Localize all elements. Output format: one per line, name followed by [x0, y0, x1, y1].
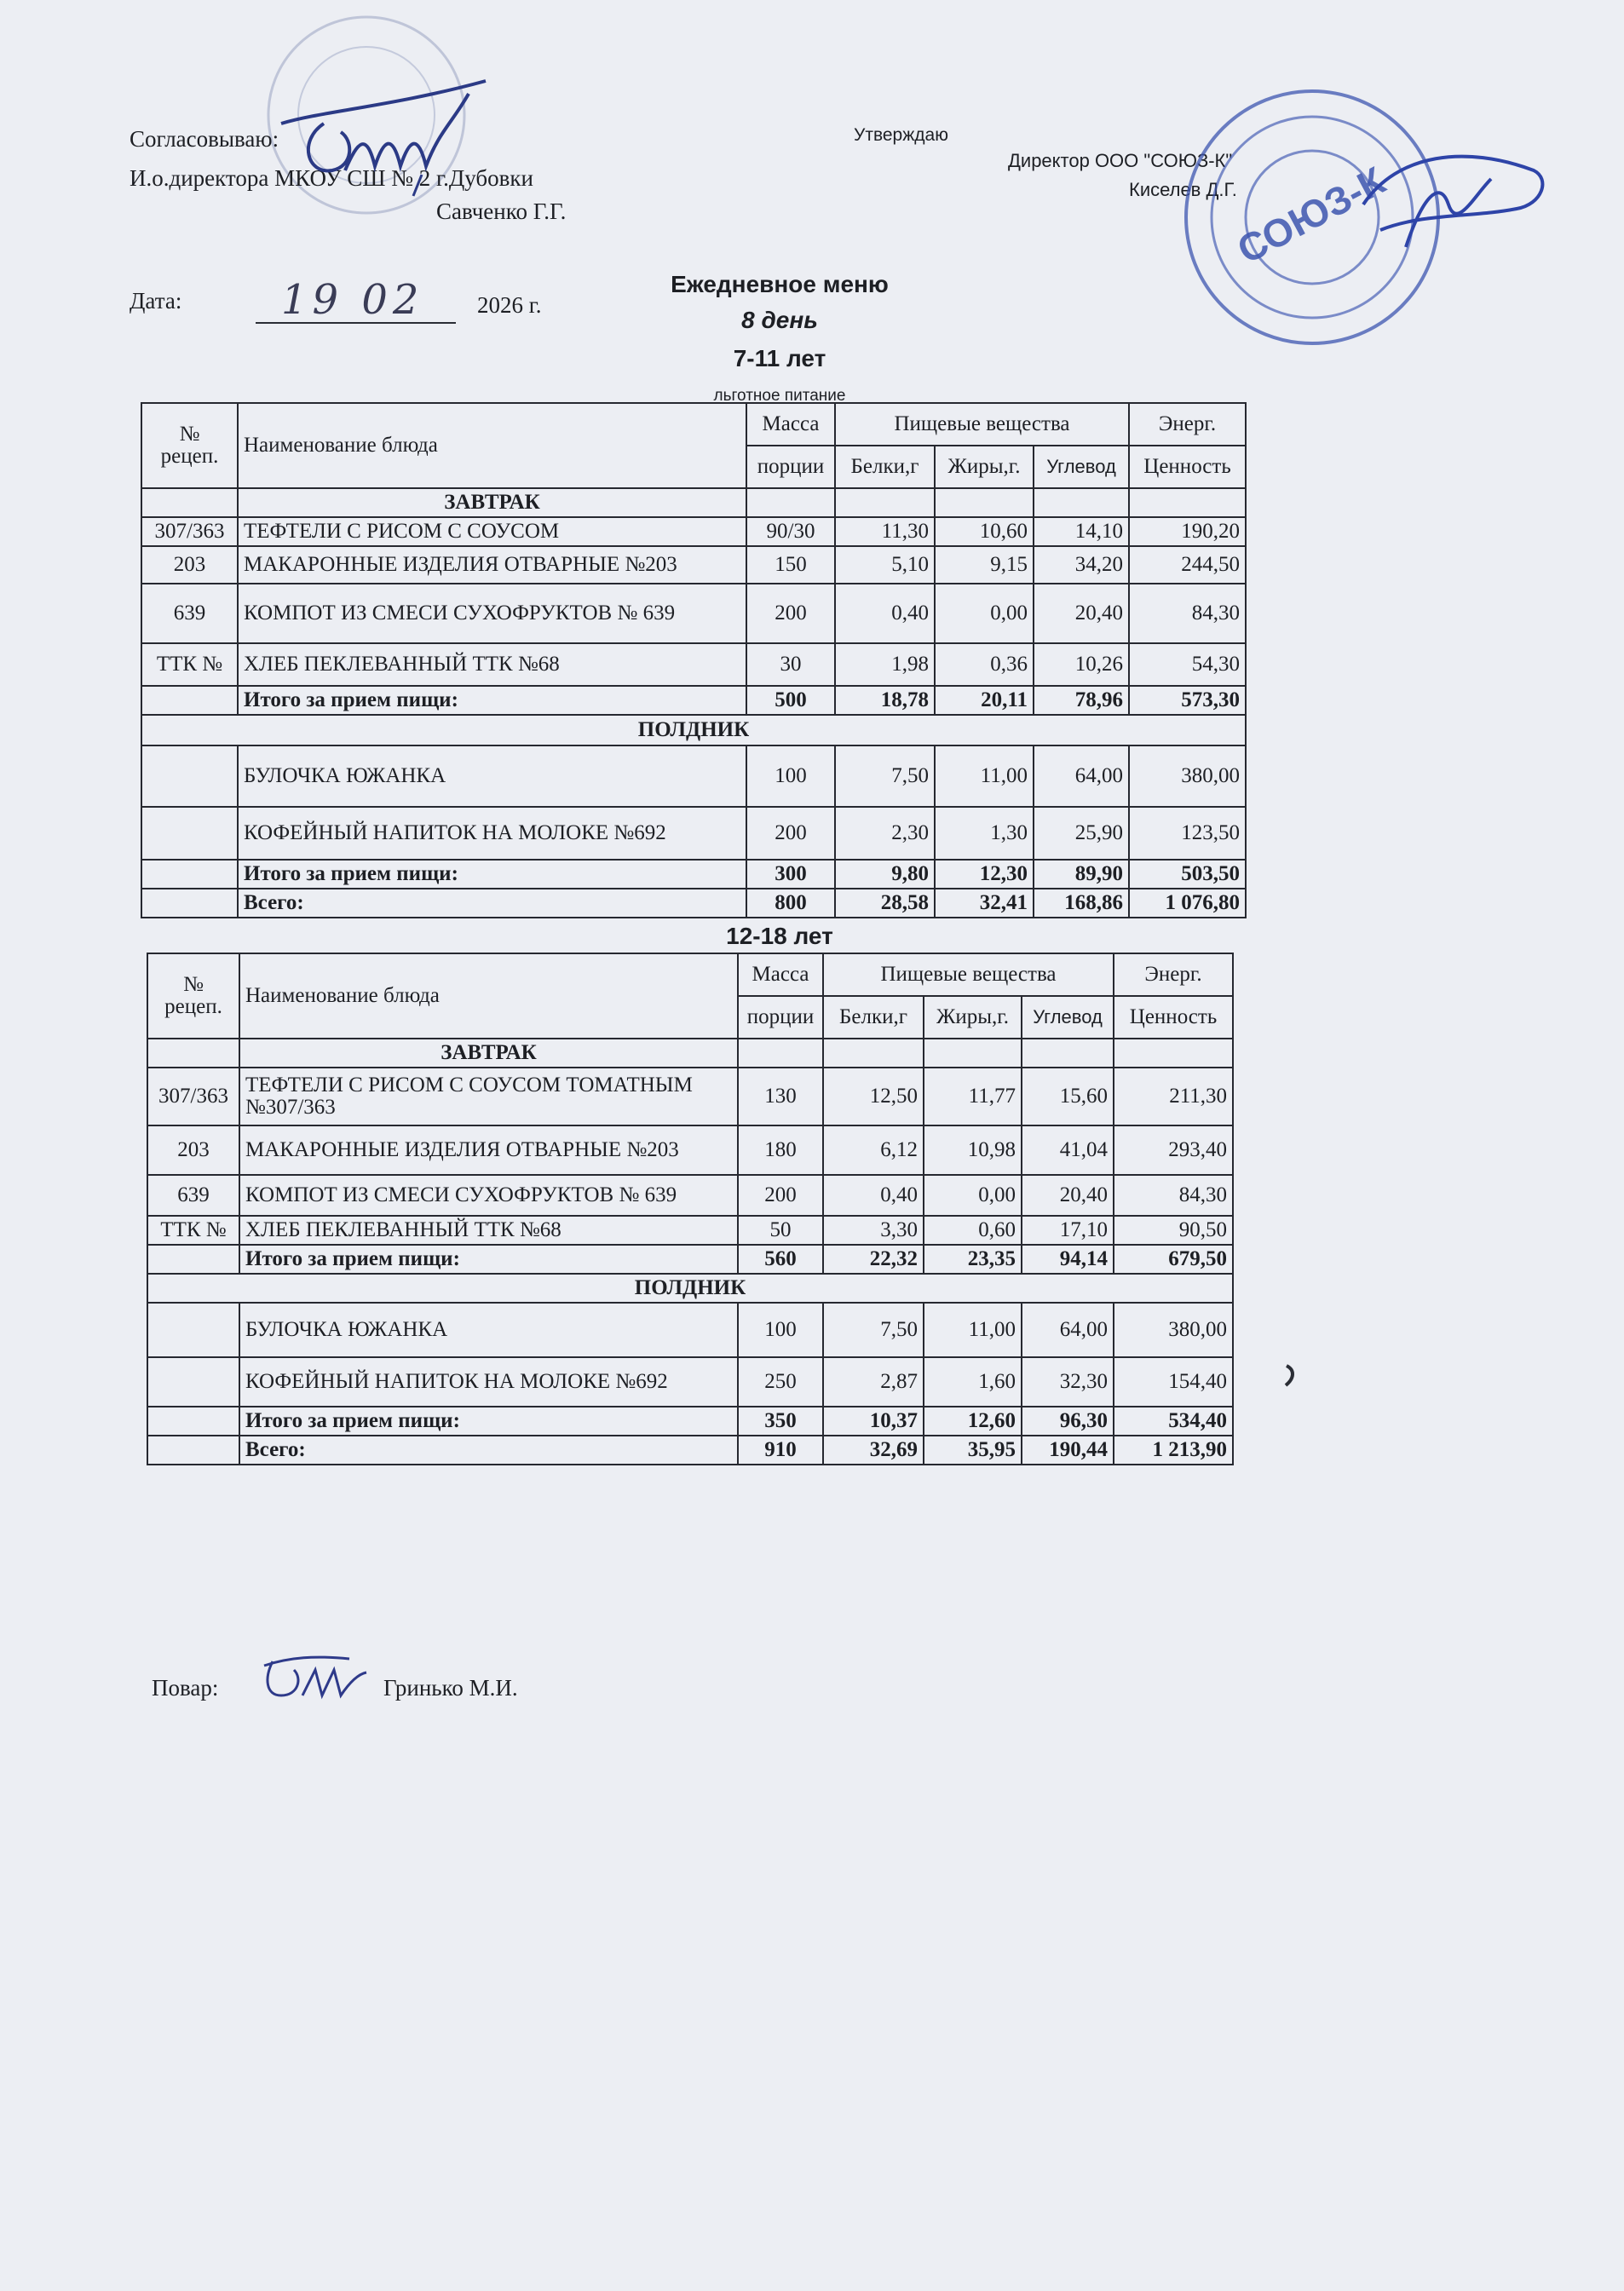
cook-name: Гринько М.И.	[383, 1675, 518, 1701]
col-header-energy2: Ценность	[1129, 446, 1246, 488]
table-row: 307/363 ТЕФТЕЛИ С РИСОМ С СОУСОМ 90/30 11,30 10,60 14,10 190,20	[141, 517, 1246, 546]
col-header-energy2-2: Ценность	[1114, 996, 1233, 1039]
menu-table-7-11	[141, 402, 1247, 918]
cook-signature	[256, 1649, 375, 1717]
section-breakfast: ЗАВТРАК	[238, 488, 746, 517]
grand-total-row: Всего: 800 28,58 32,41 168,86 1 076,80	[141, 889, 1246, 918]
table-row: 639 КОМПОТ ИЗ СМЕСИ СУХОФРУКТОВ № 639 200 0,40 0,00 20,40 84,30	[147, 1175, 1233, 1216]
date-label: Дата:	[130, 288, 182, 314]
col-header-carb: Углевод	[1034, 446, 1129, 488]
col-header-mass: Масса	[746, 403, 835, 446]
menu-table-12-18	[147, 953, 1234, 1465]
table-row: 203 МАКАРОННЫЕ ИЗДЕЛИЯ ОТВАРНЫЕ №203 150 5,10 9,15 34,20 244,50	[141, 546, 1246, 584]
col-header-name: Наименование блюда	[238, 403, 746, 488]
date-handwritten: 19 02	[281, 276, 424, 324]
approver-signature	[273, 72, 494, 200]
table-row: 203 МАКАРОННЫЕ ИЗДЕЛИЯ ОТВАРНЫЕ №203 180 6,12 10,98 41,04 293,40	[147, 1125, 1233, 1175]
snack-total-row-2: Итого за прием пищи: 350 10,37 12,60 96,30 534,40	[147, 1407, 1233, 1436]
table-row: ТТК № ХЛЕБ ПЕКЛЕВАННЫЙ ТТК №68 30 1,98 0,36 10,26 54,30	[141, 643, 1246, 686]
table-row: КОФЕЙНЫЙ НАПИТОК НА МОЛОКЕ №692 250 2,87 1,60 32,30 154,40	[147, 1357, 1233, 1407]
table-row: БУЛОЧКА ЮЖАНКА 100 7,50 11,00 64,00 380,00	[147, 1303, 1233, 1357]
approver-name: Савченко Г.Г.	[436, 199, 567, 224]
section-snack-2: ПОЛДНИК	[147, 1274, 1233, 1303]
grand-total-row-2: Всего: 910 32,69 35,95 190,44 1 213,90	[147, 1436, 1233, 1465]
col-header-fat-2: Жиры,г.	[924, 996, 1022, 1039]
age-group-1: 7-11 лет	[733, 345, 826, 371]
col-header-fat: Жиры,г.	[935, 446, 1034, 488]
col-header-num: № рецеп.	[141, 403, 238, 488]
approver-position: И.о.директора МКОУ СШ № 2 г.Дубовки	[130, 165, 533, 191]
col-header-carb-2: Углевод	[1022, 996, 1114, 1039]
table-row: 307/363 ТЕФТЕЛИ С РИСОМ С СОУСОМ ТОМАТНЫМ №307/363 130 12,50 11,77 15,60 211,30	[147, 1068, 1233, 1125]
age-group-2: 12-18 лет	[726, 923, 833, 949]
col-header-protein-2: Белки,г	[823, 996, 924, 1039]
col-header-num-2: № рецеп.	[147, 953, 239, 1039]
page-title: Ежедневное меню	[671, 271, 889, 297]
director-position: Директор ООО "СОЮЗ-К"	[1008, 150, 1233, 171]
col-header-mass2-2: порции	[738, 996, 823, 1039]
section-breakfast-2: ЗАВТРАК	[239, 1039, 738, 1068]
table-row: КОФЕЙНЫЙ НАПИТОК НА МОЛОКЕ №692 200 2,30 1,30 25,90 123,50	[141, 807, 1246, 860]
director-signature	[1346, 145, 1551, 264]
director-name: Киселев Д.Г.	[1129, 179, 1237, 200]
table-row: 639 КОМПОТ ИЗ СМЕСИ СУХОФРУКТОВ № 639 200 0,40 0,00 20,40 84,30	[141, 584, 1246, 643]
table-row: ТТК № ХЛЕБ ПЕКЛЕВАННЫЙ ТТК №68 50 3,30 0,60 17,10 90,50	[147, 1216, 1233, 1245]
date-value	[256, 271, 456, 324]
approve-right-label: Утверждаю	[854, 125, 948, 145]
col-header-protein: Белки,г	[835, 446, 935, 488]
col-header-name-2: Наименование блюда	[239, 953, 738, 1039]
col-header-energy: Энерг.	[1129, 403, 1246, 446]
pen-mark	[1282, 1363, 1299, 1389]
day-label: 8 день	[741, 307, 818, 333]
subtitle: льготное питание	[713, 387, 846, 405]
col-header-energy-2: Энерг.	[1114, 953, 1233, 996]
cook-label: Повар:	[152, 1675, 219, 1701]
table-row: БУЛОЧКА ЮЖАНКА 100 7,50 11,00 64,00 380,00	[141, 745, 1246, 807]
date-year: 2026 г.	[477, 292, 542, 318]
breakfast-total-row-2: Итого за прием пищи: 560 22,32 23,35 94,14 679,50	[147, 1245, 1233, 1274]
stamp-text: СОЮЗ-К	[1230, 158, 1392, 273]
breakfast-total-row: Итого за прием пищи: 500 18,78 20,11 78,96 573,30	[141, 686, 1246, 715]
col-header-nutrients: Пищевые вещества	[835, 403, 1129, 446]
snack-total-row: Итого за прием пищи: 300 9,80 12,30 89,90 503,50	[141, 860, 1246, 889]
section-snack: ПОЛДНИК	[141, 715, 1246, 745]
col-header-nutrients-2: Пищевые вещества	[823, 953, 1114, 996]
col-header-mass2: порции	[746, 446, 835, 488]
col-header-mass-2: Масса	[738, 953, 823, 996]
approve-label: Согласовываю:	[130, 126, 279, 152]
